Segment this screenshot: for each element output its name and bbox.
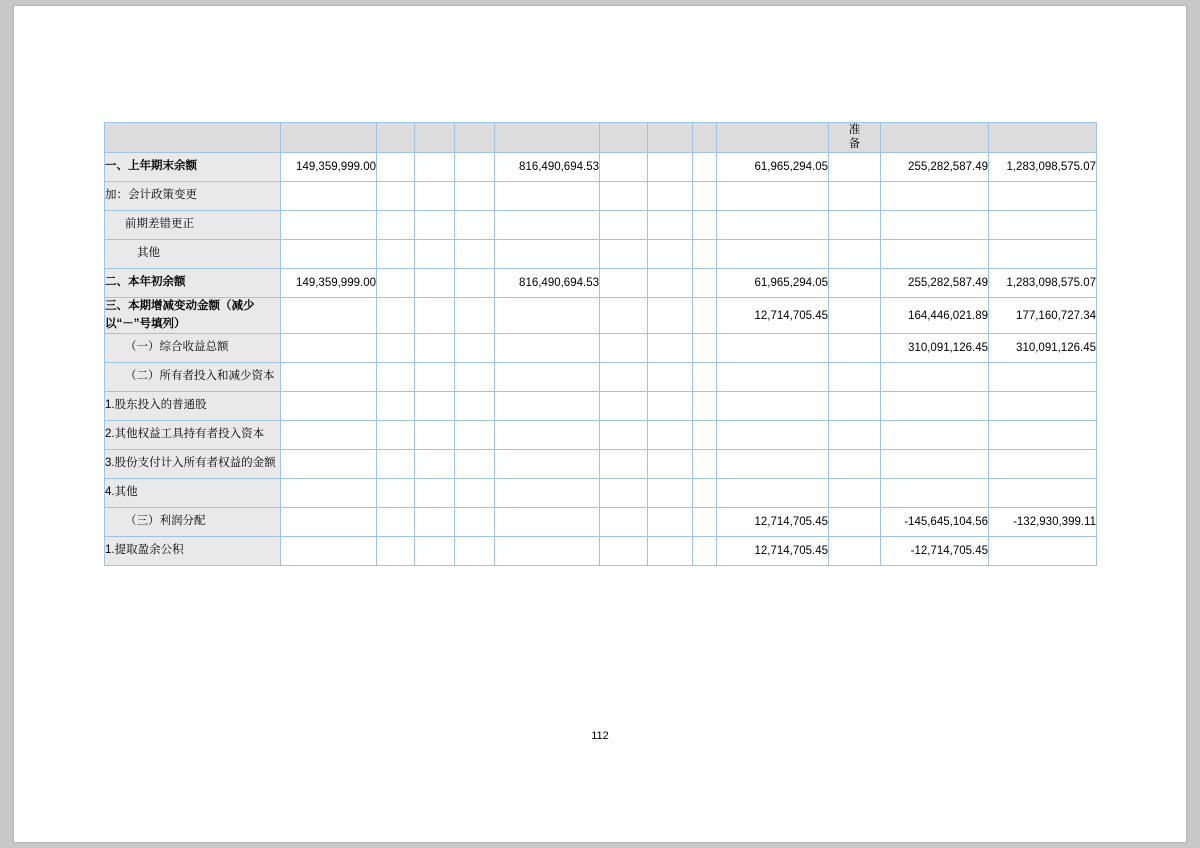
row-value-empty	[989, 239, 1097, 268]
row-value-empty	[415, 268, 455, 297]
header-cell-4	[455, 123, 495, 153]
row-value-empty	[717, 210, 829, 239]
row-value-empty	[377, 210, 415, 239]
row-value-empty	[455, 392, 495, 421]
row-value-empty	[377, 363, 415, 392]
row-label: 其他	[105, 239, 281, 268]
header-cell-12	[989, 123, 1097, 153]
row-value-empty	[495, 181, 600, 210]
row-value-empty	[717, 450, 829, 479]
row-value-empty	[989, 479, 1097, 508]
row-value-empty	[829, 392, 881, 421]
row-value-empty	[600, 479, 648, 508]
row-value-empty	[829, 268, 881, 297]
table-row	[105, 334, 1097, 363]
row-value: 164,446,021.89	[881, 297, 989, 334]
row-value-empty	[455, 297, 495, 334]
row-value-empty	[600, 392, 648, 421]
row-value-empty	[600, 334, 648, 363]
row-value-empty	[455, 508, 495, 537]
table-row	[105, 450, 1097, 479]
row-value-empty	[600, 363, 648, 392]
row-value-empty	[829, 421, 881, 450]
row-label: 3.股份支付计入所有者权益的金额	[105, 450, 281, 479]
header-cell-1	[281, 123, 377, 153]
row-value: 61,965,294.05	[717, 152, 829, 181]
row-value: 310,091,126.45	[989, 334, 1097, 363]
row-value-empty	[648, 152, 693, 181]
row-label: 4.其他	[105, 479, 281, 508]
row-value-empty	[717, 479, 829, 508]
table-header-row	[105, 123, 1097, 153]
row-value-empty	[415, 450, 455, 479]
page-number: 112	[591, 730, 609, 742]
header-cell-5	[495, 123, 600, 153]
row-value-empty	[495, 421, 600, 450]
row-value-empty	[281, 210, 377, 239]
row-value-empty	[377, 334, 415, 363]
row-label: 前期差错更正	[105, 210, 281, 239]
row-value-empty	[455, 479, 495, 508]
row-label: 1.提取盈余公积	[105, 537, 281, 566]
header-cell-7	[648, 123, 693, 153]
row-value-empty	[693, 239, 717, 268]
row-value: 1,283,098,575.07	[989, 268, 1097, 297]
row-value: 816,490,694.53	[495, 268, 600, 297]
row-value: 1,283,098,575.07	[989, 152, 1097, 181]
row-value-empty	[377, 297, 415, 334]
document-page	[14, 6, 1186, 842]
row-value-empty	[648, 268, 693, 297]
row-value-empty	[281, 363, 377, 392]
header-cell-3	[415, 123, 455, 153]
row-value-empty	[495, 239, 600, 268]
row-value-empty	[693, 334, 717, 363]
header-cell-11	[881, 123, 989, 153]
row-value-empty	[600, 181, 648, 210]
row-value-empty	[881, 239, 989, 268]
header-cell-9	[717, 123, 829, 153]
row-value-empty	[829, 152, 881, 181]
row-value-empty	[415, 181, 455, 210]
row-value-empty	[377, 181, 415, 210]
row-value-empty	[281, 297, 377, 334]
row-value-empty	[281, 508, 377, 537]
row-value-empty	[415, 239, 455, 268]
row-value-empty	[600, 210, 648, 239]
row-value-empty	[455, 450, 495, 479]
row-value-empty	[377, 152, 415, 181]
row-value-empty	[989, 363, 1097, 392]
row-value-empty	[281, 537, 377, 566]
row-value-empty	[717, 421, 829, 450]
row-value: 255,282,587.49	[881, 152, 989, 181]
row-value-empty	[377, 479, 415, 508]
row-label: 三、本期增减变动金额（减少以“－”号填列）	[105, 297, 281, 334]
row-value-empty	[648, 450, 693, 479]
row-value-empty	[415, 479, 455, 508]
row-value-empty	[829, 479, 881, 508]
table-body	[105, 123, 1097, 566]
row-value-empty	[648, 210, 693, 239]
row-value-empty	[455, 239, 495, 268]
row-value-empty	[881, 479, 989, 508]
row-value: -132,930,399.11	[989, 508, 1097, 537]
row-value-empty	[693, 181, 717, 210]
row-value-empty	[415, 508, 455, 537]
row-value-empty	[600, 421, 648, 450]
row-value-empty	[495, 210, 600, 239]
row-value-empty	[415, 421, 455, 450]
table-row	[105, 297, 1097, 334]
row-value-empty	[495, 334, 600, 363]
row-value-empty	[693, 268, 717, 297]
row-value-empty	[989, 210, 1097, 239]
row-value-empty	[829, 334, 881, 363]
table-row	[105, 268, 1097, 297]
row-value-empty	[693, 479, 717, 508]
row-value-empty	[829, 508, 881, 537]
table-row	[105, 421, 1097, 450]
row-value-empty	[495, 450, 600, 479]
row-value-empty	[281, 334, 377, 363]
row-value-empty	[989, 392, 1097, 421]
row-value-empty	[415, 334, 455, 363]
row-value-empty	[455, 421, 495, 450]
table-row	[105, 479, 1097, 508]
row-value-empty	[281, 239, 377, 268]
row-value-empty	[693, 210, 717, 239]
row-value-empty	[829, 450, 881, 479]
row-value-empty	[377, 268, 415, 297]
row-value-empty	[717, 181, 829, 210]
row-value-empty	[648, 508, 693, 537]
row-value: -145,645,104.56	[881, 508, 989, 537]
row-value-empty	[881, 363, 989, 392]
equity-change-statement	[104, 122, 1096, 566]
row-value-empty	[455, 537, 495, 566]
table-row	[105, 363, 1097, 392]
row-value-empty	[989, 537, 1097, 566]
row-value-empty	[455, 334, 495, 363]
table-row	[105, 537, 1097, 566]
row-value-empty	[281, 479, 377, 508]
row-value-empty	[829, 537, 881, 566]
row-value-empty	[829, 297, 881, 334]
row-label: （三）利润分配	[105, 508, 281, 537]
row-value-empty	[377, 392, 415, 421]
row-value-empty	[600, 152, 648, 181]
row-value-empty	[377, 508, 415, 537]
row-value-empty	[455, 268, 495, 297]
row-value-empty	[693, 392, 717, 421]
row-value-empty	[693, 537, 717, 566]
row-label: 二、本年初余额	[105, 268, 281, 297]
row-value-empty	[495, 392, 600, 421]
row-value-empty	[989, 181, 1097, 210]
row-value-empty	[881, 181, 989, 210]
row-value: 310,091,126.45	[881, 334, 989, 363]
row-value-empty	[829, 210, 881, 239]
row-value-empty	[600, 508, 648, 537]
row-value-empty	[693, 421, 717, 450]
table-row	[105, 508, 1097, 537]
row-value-empty	[881, 450, 989, 479]
row-value-empty	[415, 297, 455, 334]
row-value-empty	[495, 508, 600, 537]
row-value-empty	[717, 334, 829, 363]
row-value-empty	[377, 537, 415, 566]
row-label: 2.其他权益工具持有者投入资本	[105, 421, 281, 450]
row-label: 1.股东投入的普通股	[105, 392, 281, 421]
row-value-empty	[648, 239, 693, 268]
row-value-empty	[881, 392, 989, 421]
row-value: 149,359,999.00	[281, 152, 377, 181]
row-value-empty	[693, 508, 717, 537]
header-cell-item	[105, 123, 281, 153]
row-value-empty	[495, 297, 600, 334]
row-value-empty	[281, 421, 377, 450]
row-value: 12,714,705.45	[717, 297, 829, 334]
row-value-empty	[377, 421, 415, 450]
row-value-empty	[881, 210, 989, 239]
row-value-empty	[717, 363, 829, 392]
row-value-empty	[455, 210, 495, 239]
row-value-empty	[415, 537, 455, 566]
row-value-empty	[693, 363, 717, 392]
row-value-empty	[495, 537, 600, 566]
row-value: 177,160,727.34	[989, 297, 1097, 334]
row-label: 加：会计政策变更	[105, 181, 281, 210]
row-value-empty	[648, 537, 693, 566]
row-value-empty	[648, 181, 693, 210]
row-label: （二）所有者投入和减少资本	[105, 363, 281, 392]
row-label: （一）综合收益总额	[105, 334, 281, 363]
row-value-empty	[600, 537, 648, 566]
row-value-empty	[415, 210, 455, 239]
row-value-empty	[829, 181, 881, 210]
row-value: 149,359,999.00	[281, 268, 377, 297]
row-value: 61,965,294.05	[717, 268, 829, 297]
row-value-empty	[281, 450, 377, 479]
row-value-empty	[281, 392, 377, 421]
table-row	[105, 210, 1097, 239]
row-value-empty	[415, 152, 455, 181]
row-value-empty	[600, 239, 648, 268]
header-cell-8	[693, 123, 717, 153]
header-cell-6	[600, 123, 648, 153]
row-value-empty	[415, 363, 455, 392]
row-value-empty	[281, 181, 377, 210]
row-value-empty	[693, 152, 717, 181]
header-reserve-char-2: 备	[848, 138, 861, 151]
row-value-empty	[989, 450, 1097, 479]
row-value-empty	[600, 268, 648, 297]
row-value-empty	[829, 363, 881, 392]
row-value-empty	[648, 392, 693, 421]
row-value-empty	[455, 152, 495, 181]
row-value: 12,714,705.45	[717, 537, 829, 566]
row-value-empty	[600, 297, 648, 334]
header-cell-reserve	[829, 123, 881, 153]
table-row	[105, 392, 1097, 421]
row-value-empty	[600, 450, 648, 479]
table-row	[105, 239, 1097, 268]
row-value-empty	[648, 334, 693, 363]
row-value-empty	[881, 421, 989, 450]
row-value-empty	[415, 392, 455, 421]
row-value-empty	[829, 239, 881, 268]
row-label: 一、上年期末余额	[105, 152, 281, 181]
header-reserve-char-1: 准	[848, 124, 861, 136]
row-value-empty	[377, 450, 415, 479]
row-value: 816,490,694.53	[495, 152, 600, 181]
financial-table	[104, 122, 1097, 566]
row-value: 12,714,705.45	[717, 508, 829, 537]
row-value: 255,282,587.49	[881, 268, 989, 297]
row-value-empty	[495, 479, 600, 508]
row-value: -12,714,705.45	[881, 537, 989, 566]
row-value-empty	[495, 363, 600, 392]
row-value-empty	[648, 363, 693, 392]
row-value-empty	[648, 479, 693, 508]
table-row	[105, 152, 1097, 181]
row-value-empty	[455, 181, 495, 210]
row-value-empty	[455, 363, 495, 392]
row-value-empty	[648, 297, 693, 334]
table-row	[105, 181, 1097, 210]
row-value-empty	[717, 239, 829, 268]
row-value-empty	[377, 239, 415, 268]
row-value-empty	[989, 421, 1097, 450]
row-value-empty	[693, 450, 717, 479]
row-value-empty	[648, 421, 693, 450]
row-value-empty	[717, 392, 829, 421]
header-cell-2	[377, 123, 415, 153]
row-value-empty	[693, 297, 717, 334]
